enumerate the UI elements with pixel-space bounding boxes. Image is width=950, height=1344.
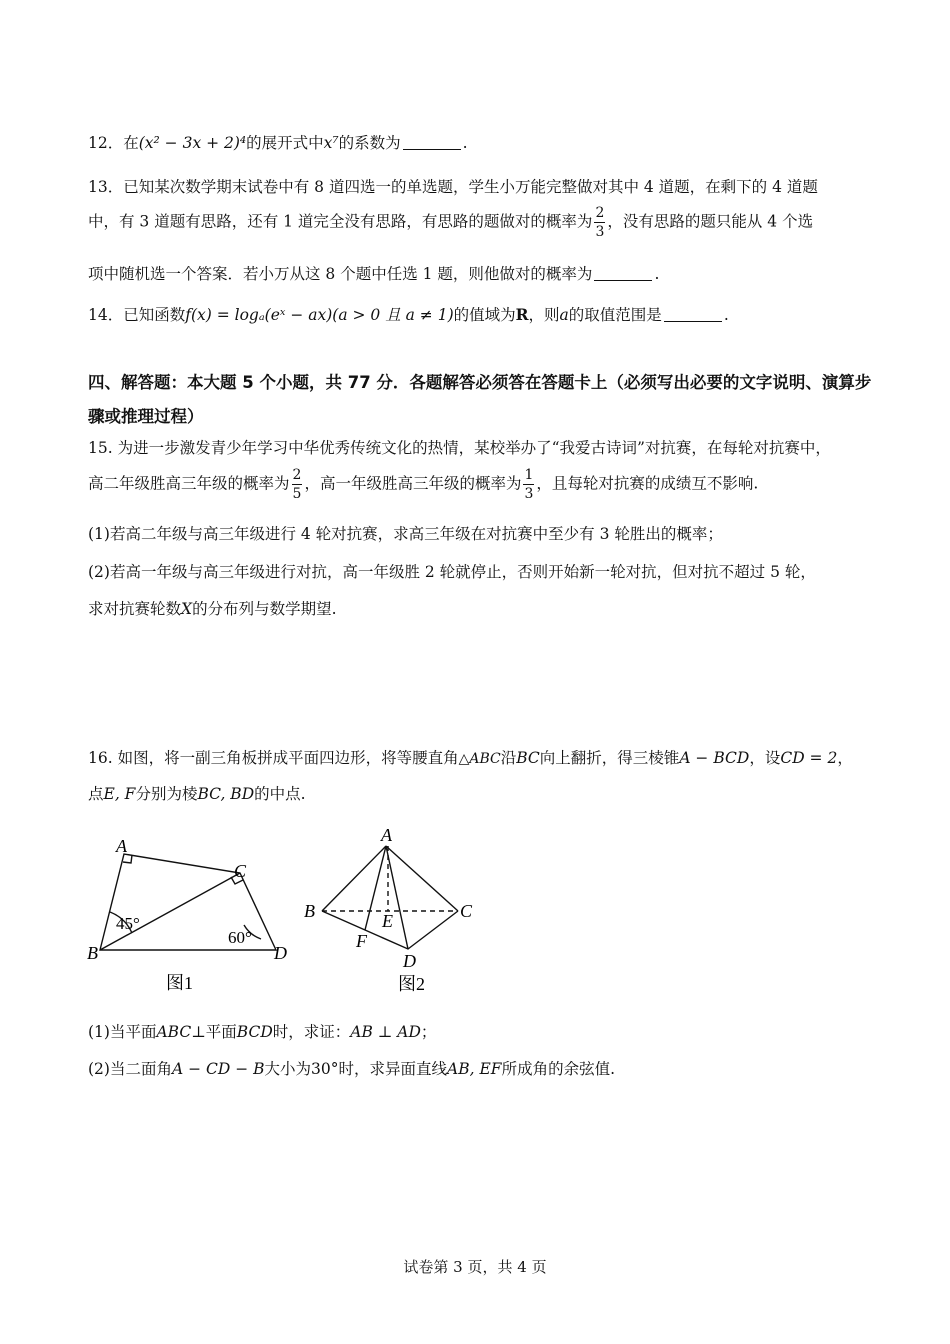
fig2-edge-ad [386, 846, 408, 949]
q14-end: . [723, 306, 729, 324]
q16-part1-end: ； [420, 1023, 437, 1041]
q16-line1 [88, 746, 853, 768]
q15-frac1-den: 5 [292, 486, 302, 502]
fig1-label-a: A [116, 836, 127, 856]
q16-line2 [88, 782, 306, 804]
q16-part2-b: 大小为 [264, 1060, 312, 1078]
figure-2 [300, 822, 485, 1000]
q16-points-ef: E, F [103, 785, 136, 803]
question-12 [88, 131, 468, 153]
q14-R: R [515, 305, 529, 324]
q16-conclusion: AB ⊥ AD [350, 1023, 421, 1041]
fig1-right-angle-a [123, 855, 132, 863]
q15-part2-line2 [88, 597, 337, 619]
section-4-heading: 四、解答题：本大题 5 个小题，共 77 分．各题解答必须答在答题卡上（必须写出必要的文字说明、演算步骤或推理过程） [88, 373, 872, 426]
fig1-angle-45: 45° [116, 914, 140, 933]
q16-triangle: △ABC [458, 751, 501, 767]
q13-line2 [88, 206, 813, 239]
fig1-diagonal-bc [100, 873, 240, 950]
q12-end: . [462, 134, 468, 152]
fig2-caption: 图2 [398, 974, 425, 994]
q12-suffix: 的系数为 [338, 134, 401, 152]
fig1-angle-60: 60° [228, 928, 252, 947]
q15-frac1-num: 2 [292, 467, 302, 483]
fig1-label-b: B [87, 943, 98, 963]
page-footer: 试卷第 3 页，共 4 页 [403, 1258, 547, 1276]
q15-fraction-1 [292, 468, 303, 501]
q16-cd-value: CD = 2 [780, 749, 838, 767]
q16-part2-c: 时，求异面直线 [338, 1060, 448, 1078]
fig2-label-f: F [356, 931, 367, 951]
q16-plane-abc: ABC [156, 1023, 192, 1041]
fig1-label-d: D [274, 943, 287, 963]
q14-mid: 的值域为 [453, 306, 516, 324]
q15-frac2-den: 3 [524, 486, 534, 502]
q16-skew-lines: AB, EF [447, 1060, 502, 1078]
fig2-label-e: E [382, 911, 393, 931]
q14-a: a [559, 306, 569, 324]
q16-part1 [88, 1020, 436, 1042]
q16-pyramid: A − BCD [679, 749, 750, 767]
fig1-label-c: C [234, 861, 247, 881]
fig2-label-c: C [460, 901, 473, 921]
q15-frac2-num: 1 [524, 467, 534, 483]
fig2-label-a: A [381, 825, 392, 845]
q14-condition: (a > 0 且 a ≠ 1) [332, 306, 454, 324]
q16-line1-c: 向上翻折，得三棱锥 [539, 749, 680, 767]
q13-frac-num: 2 [595, 205, 605, 221]
answer-blank [594, 280, 652, 281]
fig2-label-d: D [403, 951, 416, 971]
fig2-label-b: B [304, 901, 315, 921]
q16-dihedral: A − CD − B [171, 1060, 265, 1078]
q12-mid: 的展开式中 [246, 134, 324, 152]
q15-line2-post: ，且每轮对抗赛的成绩互不影响. [536, 474, 759, 493]
q16-part1-c: 时，求证： [272, 1023, 351, 1041]
q16-part2 [88, 1057, 615, 1079]
q13-line3-text: 项中随机选一个答案．若小万从这 8 个题中任选 1 题，则他做对的概率为 [88, 265, 593, 283]
q14-mid2: ，则 [528, 306, 560, 324]
q14-suffix: 的取值范围是 [568, 306, 662, 324]
q13-line2-post: ，没有思路的题只能从 4 个选 [607, 212, 814, 231]
q15-fraction-2 [523, 468, 534, 501]
q15-line2-mid: ，高一年级胜高三年级的概率为 [304, 474, 522, 493]
q15-part2-line1: (2)若高一年级与高三年级进行对抗，高一年级胜 2 轮就停止，否则开始新一轮对抗，但对抗不超过 5 轮， [88, 563, 816, 581]
q13-end: . [654, 265, 660, 283]
q16-part2-d: 所成角的余弦值. [501, 1060, 615, 1078]
q12-prefix: 12．在 [88, 134, 139, 152]
q12-expression: (x² − 3x + 2)⁴ [138, 134, 247, 152]
q15-line2-pre: 高二年级胜高三年级的概率为 [88, 474, 290, 493]
q16-plane-bcd: BCD [236, 1023, 273, 1041]
q14-prefix: 14．已知函数 [88, 306, 186, 324]
q16-part1-b: 平面 [205, 1023, 237, 1041]
q16-edge-bc: BC [516, 749, 540, 767]
q15-part2-post: 的分布列与数学期望. [192, 600, 337, 618]
q16-line2-a: 点 [88, 785, 104, 803]
q16-line1-e: ， [837, 749, 853, 767]
q13-line1: 13．已知某次数学期末试卷中有 8 道四选一的单选题，学生小万能完整做对其中 4 道题，在剩下的 4 道题 [88, 178, 818, 196]
q16-degree: 30° [311, 1060, 339, 1078]
figure-1 [80, 830, 300, 1000]
q13-line3 [88, 262, 659, 284]
q16-perp-symbol: ⊥ [191, 1023, 206, 1041]
q15-part2-pre: 求对抗赛轮数 [88, 600, 182, 618]
q16-line2-b: 分别为棱 [135, 785, 198, 803]
q13-frac-den: 3 [595, 224, 605, 240]
fig2-edge-ab [322, 846, 386, 911]
q15-line2 [88, 468, 758, 501]
q12-term: x⁷ [323, 134, 339, 152]
q16-part1-a: (1)当平面 [88, 1023, 157, 1041]
q13-line2-pre: 中，有 3 道题有思路，还有 1 道完全没有思路，有思路的题做对的概率为 [88, 212, 593, 231]
q13-fraction [594, 206, 605, 239]
question-14 [88, 303, 729, 325]
answer-blank [664, 321, 722, 322]
fig2-edge-ac [386, 846, 458, 911]
q16-line2-c: 的中点. [254, 785, 306, 803]
q15-part1: (1)若高二年级与高三年级进行 4 轮对抗赛，求高三年级在对抗赛中至少有 3 轮胜出的概率； [88, 525, 723, 543]
q16-part2-a: (2)当二面角 [88, 1060, 172, 1078]
q16-line1-a: 16. 如图，将一副三角板拼成平面四边形，将等腰直角 [88, 749, 459, 767]
q15-part2-X: X [181, 600, 193, 618]
q16-edges: BC, BD [197, 785, 255, 803]
q16-line1-b: 沿 [500, 749, 517, 767]
q14-expression: f(x) = logₐ(eˣ − ax) [185, 306, 333, 324]
q15-line1: 15. 为进一步激发青少年学习中华优秀传统文化的热情，某校举办了“我爱古诗词”对抗赛，在每轮对抗赛中， [88, 439, 831, 457]
fig1-caption: 图1 [166, 973, 193, 993]
answer-blank [403, 149, 461, 150]
q16-line1-d: ，设 [749, 749, 781, 767]
